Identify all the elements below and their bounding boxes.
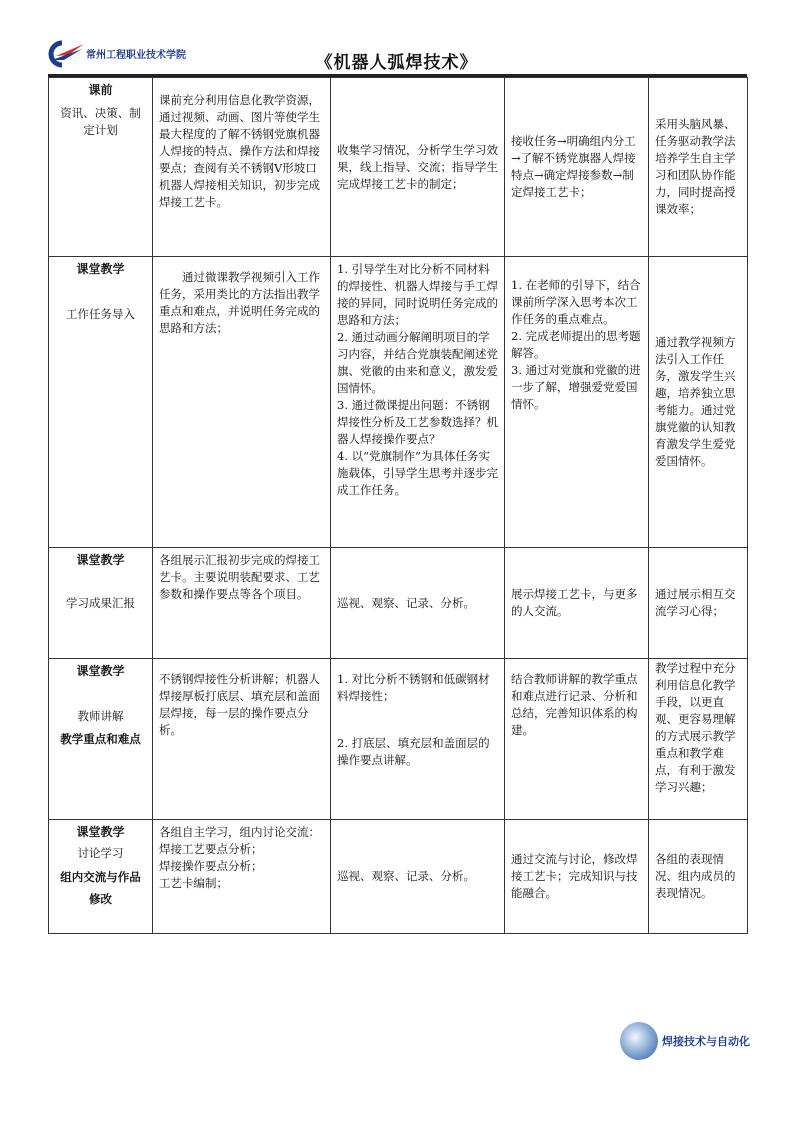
content-cell: 不锈钢焊接性分析讲解；机器人焊接厚板打底层、填充层和盖面层焊接，每一层的操作要点分析。 — [153, 659, 331, 820]
phase-subtitle: 教师讲解 — [77, 709, 124, 723]
table-row — [49, 820, 748, 934]
student-activity-cell: 结合教师讲解的教学重点和难点进行记录、分析和总结，完善知识体系的构建。 — [505, 659, 649, 820]
design-intent-cell: 采用头脑风暴、任务驱动教学法培养学生自主学习和团队协作能力，同时提高授课效率； — [649, 78, 748, 257]
phase-cell — [49, 659, 153, 820]
page-title: 《机器人弧焊技术》 — [315, 53, 478, 73]
page-footer — [620, 1022, 760, 1062]
content-cell: 各组展示汇报初步完成的焊接工艺卡。主要说明装配要求、工艺参数和操作要点等各个项目。 — [153, 548, 331, 659]
phase-cell — [49, 548, 153, 659]
welding-emblem-icon — [620, 1022, 658, 1060]
list-item: 2. 打底层、填充层和盖面层的操作要点讲解。 — [337, 736, 490, 767]
design-intent-cell: 通过教学视频方法引入工作任务，激发学生兴趣，培养独立思考能力。通过党旗党徽的认知教育激发学生爱党爱国情怀。 — [649, 257, 748, 548]
student-activity-cell: 展示焊接工艺卡，与更多的人交流。 — [505, 548, 649, 659]
phase-title: 课堂教学 — [76, 664, 125, 678]
design-intent-cell: 教学过程中充分利用信息化教学手段，以更直观、更容易理解的方式展示教学重点和教学难点，有利于激发学习兴趣； — [649, 659, 748, 820]
phase-title: 课前 — [88, 83, 113, 97]
student-activity-cell: 接收任务→明确组内分工→了解不锈党旗器人焊接特点→确定焊接参数→制定焊接工艺卡； — [505, 78, 649, 257]
phase-cell — [49, 820, 153, 934]
list-item: 1. 在老师的引导下，结合课前所学深入思考本次工作任务的重点难点。 — [511, 278, 641, 326]
school-name: 常州工程职业技术学院 — [86, 50, 186, 61]
phase-subtitle: 工作任务导入 — [66, 307, 135, 321]
design-intent-cell: 各组的表现情况、组内成员的表现情况。 — [649, 820, 748, 934]
list-item: 4. 以“党旗制作”为具体任务实施载体，引导学生思考并逐步完成工作任务。 — [337, 449, 498, 497]
footer-label: 焊接技术与自动化 — [662, 1035, 750, 1048]
content-cell: 通过微课教学视频引入工作任务，采用类比的方法指出教学重点和难点，并说明任务完成的思路和方法； — [153, 257, 331, 548]
list-item: 焊接操作要点分析； — [159, 859, 263, 873]
phase-focus: 组内交流与作品修改 — [60, 870, 141, 906]
phase-title: 课堂教学 — [76, 553, 125, 567]
list-item: 工艺卡编制； — [159, 876, 228, 890]
phase-subtitle: 资讯、决策、制定计划 — [60, 106, 141, 137]
teacher-activity-cell — [331, 659, 505, 820]
phase-title: 课堂教学 — [76, 825, 125, 839]
table-row — [49, 257, 748, 548]
phase-cell — [49, 78, 153, 257]
list-item: 1. 引导学生对比分析不同材料的焊接性、机器人焊接与手工焊接的异同，同时说明任务完成的思路和方法； — [337, 262, 498, 327]
list-item: 2. 完成老师提出的思考题解答。 — [511, 329, 641, 360]
phase-focus: 教学重点和难点 — [60, 732, 141, 746]
phase-subtitle: 学习成果汇报 — [66, 596, 135, 610]
teacher-activity-cell — [331, 257, 505, 548]
teacher-activity-cell: 巡视、观察、记录、分析。 — [331, 548, 505, 659]
content-cell: 课前充分利用信息化教学资源，通过视频、动画、图片等使学生最大程度的了解不锈钢党旗机器人焊接的特点、操作方法和焊接要点；查阅有关不锈钢V形坡口机器人焊接相关知识，初步完成焊接工艺卡。 — [153, 78, 331, 257]
list-item: 2. 通过动画分解阐明项目的学习内容，并结合党旗装配阐述党旗、党徽的由来和意义，激发爱国情怀。 — [337, 330, 498, 395]
teacher-activity-cell: 巡视、观察、记录、分析。 — [331, 820, 505, 934]
list-item: 3. 通过对党旗和党徽的进一步了解，增强爱党爱国情怀。 — [511, 363, 641, 411]
list-item: 焊接工艺要点分析； — [159, 842, 263, 856]
lesson-plan-table — [48, 77, 748, 934]
list-item: 1. 对比分析不锈钢和低碳钢材料焊接性； — [337, 672, 490, 703]
design-intent-cell: 通过展示相互交流学习心得； — [649, 548, 748, 659]
table-row — [49, 78, 748, 257]
phase-subtitle: 讨论学习 — [77, 846, 124, 860]
teacher-activity-cell: 收集学习情况，分析学生学习效果，线上指导、交流；指导学生完成焊接工艺卡的制定； — [331, 78, 505, 257]
page-header — [0, 0, 793, 80]
content-cell — [153, 820, 331, 934]
student-activity-cell: 通过交流与讨论，修改焊接工艺卡；完成知识与技能融合。 — [505, 820, 649, 934]
phase-cell — [49, 257, 153, 548]
table-row — [49, 548, 748, 659]
table-row — [49, 659, 748, 820]
list-item: 3. 通过微课提出问题：不锈钢焊接性分析及工艺参数选择？机器人焊接操作要点？ — [337, 398, 498, 446]
student-activity-cell — [505, 257, 649, 548]
phase-title: 课堂教学 — [76, 262, 125, 276]
list-item: 各组自主学习，组内讨论交流： — [159, 825, 320, 839]
